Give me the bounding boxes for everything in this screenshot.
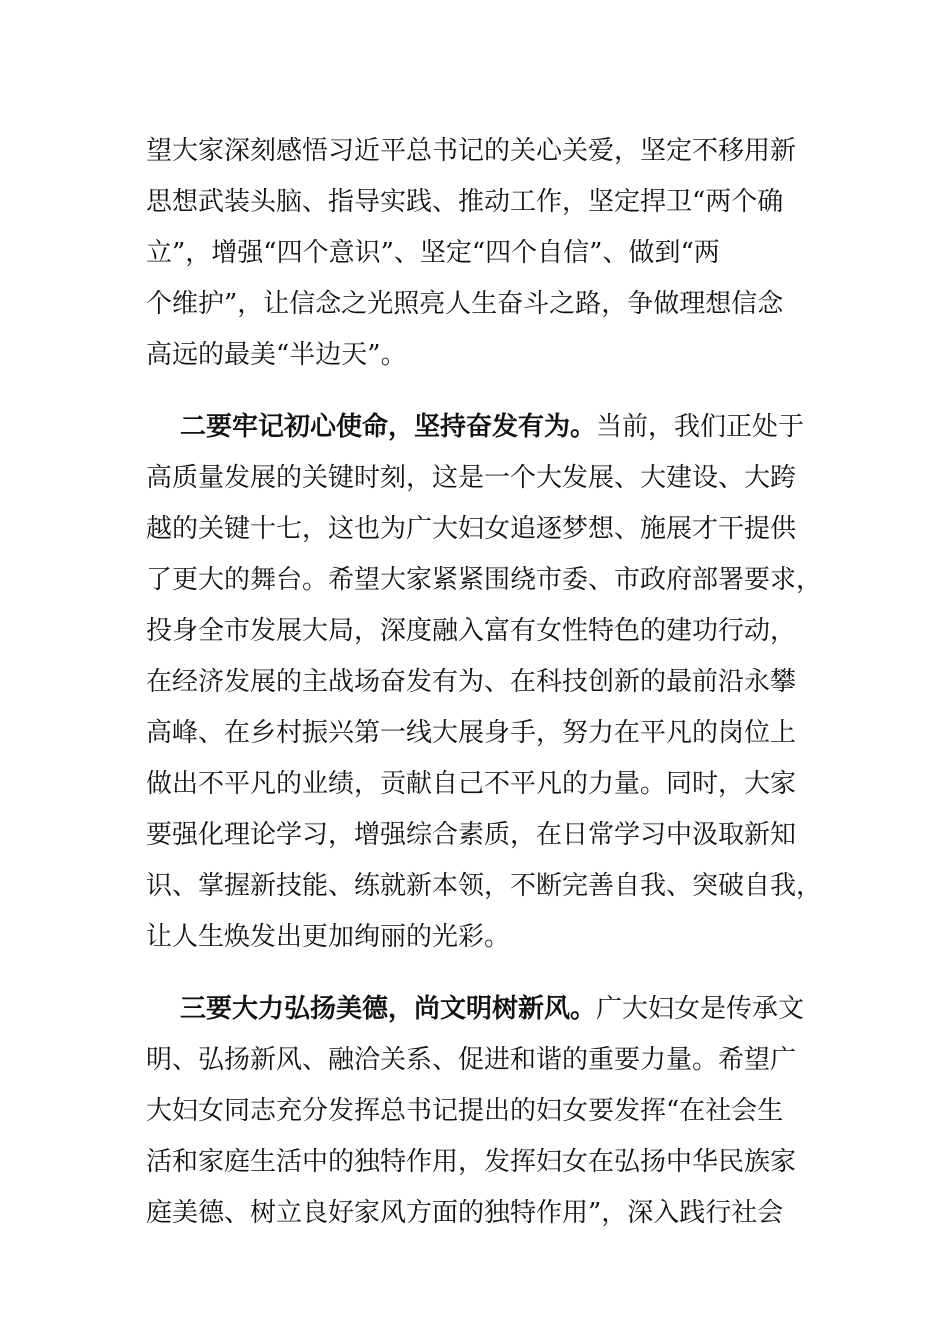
- paragraph-1: [146, 126, 806, 381]
- text-line: 在经济发展的主战场奋发有为、在科技创新的最前沿永攀: [146, 667, 797, 697]
- paragraph-spacer: [146, 963, 806, 984]
- text-line: 活和家庭生活中的独特作用，发挥妇女在弘扬中华民族家: [146, 1147, 797, 1177]
- text-line: 明、弘扬新风、融洽关系、促进和谐的重要力量。希望广: [146, 1045, 797, 1075]
- text-line: 思想武装头脑、指导实践、推动工作，坚定捍卫“两个确: [146, 187, 784, 217]
- text-line: 投身全市发展大局，深度融入富有女性特色的建功行动，: [146, 616, 797, 646]
- text-line: 了更大的舞台。希望大家紧紧围绕市委、市政府部署要求，: [146, 565, 823, 595]
- document-body: [146, 126, 823, 1239]
- text-line: 高质量发展的关键时刻，这是一个大发展、大建设、大跨: [146, 463, 797, 493]
- text-line: 庭美德、树立良好家风方面的独特作用”，深入践行社会: [146, 1198, 784, 1228]
- paragraph-first-line: [146, 984, 806, 1035]
- text-line: 越的关键十七，这也为广大妇女追逐梦想、施展才干提供: [146, 514, 797, 544]
- text-line: 个维护”，让信念之光照亮人生奋斗之路，争做理想信念: [146, 289, 784, 319]
- text-line: 要强化理论学习，增强综合素质，在日常学习中汲取新知: [146, 820, 797, 850]
- text-line: 做出不平凡的业绩，贡献自己不平凡的力量。同时，大家: [146, 769, 797, 799]
- paragraph-first-line-text: 当前，我们正处于: [596, 412, 805, 442]
- paragraph-first-line: [146, 402, 806, 453]
- text-line: 高远的最美“半边天”。: [146, 340, 407, 370]
- text-line: 高峰、在乡村振兴第一线大展身手，努力在平凡的岗位上: [146, 718, 797, 748]
- text-line: 立”，增强“四个意识”、坚定“四个自信”、做到“两: [146, 238, 720, 268]
- paragraph-lead-heading: 三要大力弘扬美德，尚文明树新风。: [180, 994, 597, 1024]
- paragraph-spacer: [146, 381, 806, 402]
- paragraph-lead-heading: 二要牢记初心使命，坚持奋发有为。: [180, 412, 597, 442]
- text-line: 望大家深刻感悟习近平总书记的关心关爱，坚定不移用新: [146, 136, 797, 166]
- paragraph-3: [146, 984, 806, 1239]
- paragraph-2: [146, 402, 823, 963]
- text-line: 识、掌握新技能、练就新本领，不断完善自我、突破自我，: [146, 871, 823, 901]
- text-line: 让人生焕发出更加绚丽的光彩。: [146, 922, 511, 952]
- text-line: 大妇女同志充分发挥总书记提出的妇女要发挥“在社会生: [146, 1096, 784, 1126]
- paragraph-first-line-text: 广大妇女是传承文: [596, 994, 805, 1024]
